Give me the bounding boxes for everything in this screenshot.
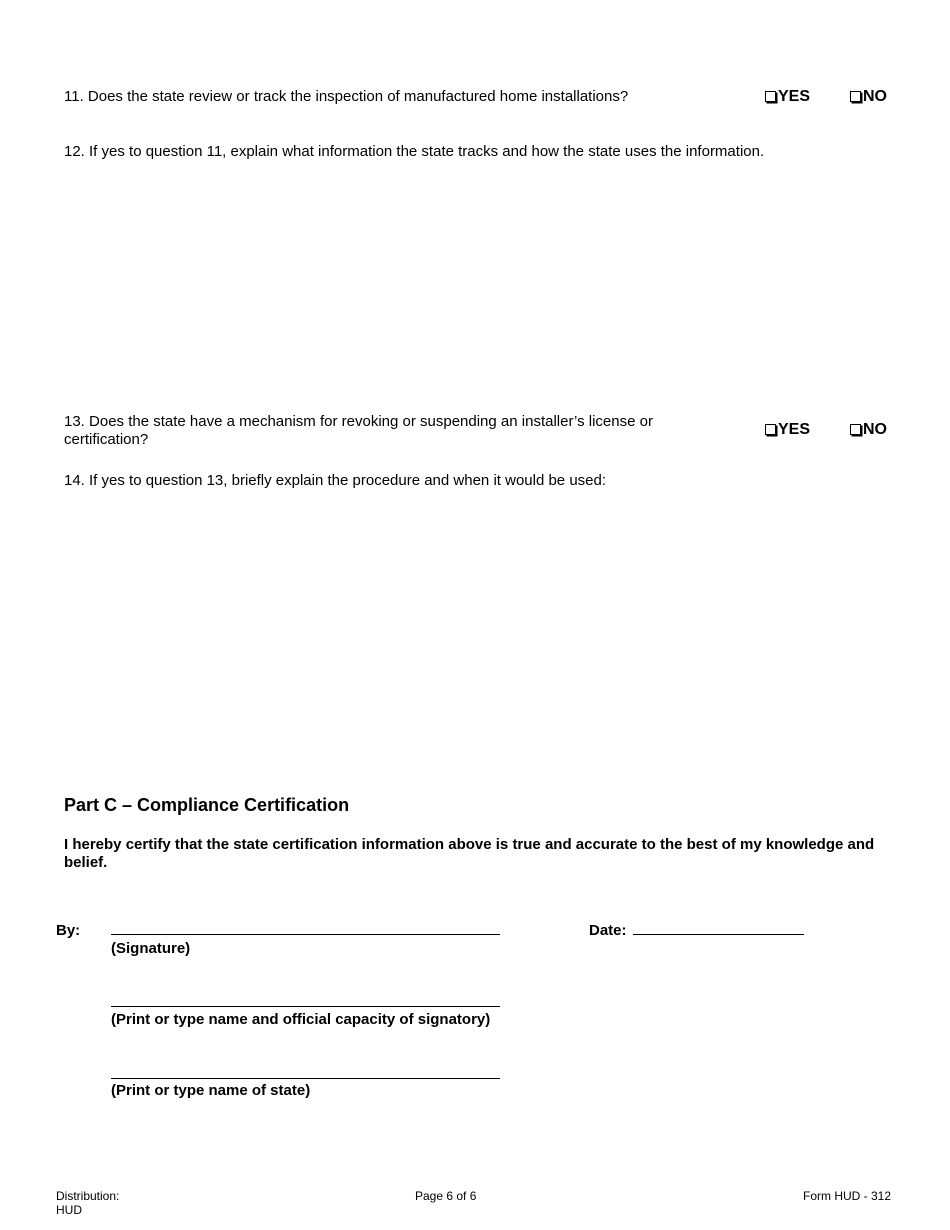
signature-caption: (Signature)	[111, 940, 191, 957]
question-13-yes-option[interactable]	[765, 421, 810, 439]
question-13-no-label: NO	[863, 421, 887, 438]
question-11-no-label: NO	[863, 88, 887, 105]
by-label: By:	[56, 922, 81, 939]
date-line[interactable]	[633, 934, 804, 935]
question-11-yes-label: YES	[778, 88, 811, 105]
part-c-heading: Part C – Compliance Certification	[64, 795, 350, 815]
signatory-name-line[interactable]	[111, 1006, 500, 1007]
footer-distribution	[56, 1189, 119, 1217]
no-checkbox-icon[interactable]	[850, 91, 861, 102]
distribution-value: HUD	[56, 1203, 82, 1217]
yes-checkbox-icon[interactable]	[765, 424, 776, 435]
question-14-text: 14. If yes to question 13, briefly explain the procedure and when it would be used:	[64, 472, 607, 489]
question-11-yes-option[interactable]	[765, 88, 810, 106]
question-14-answer-area[interactable]	[64, 500, 894, 770]
date-label: Date:	[589, 922, 627, 939]
form-id: Form HUD - 312	[803, 1189, 892, 1203]
question-11-no-option[interactable]	[850, 88, 887, 106]
state-name-caption: (Print or type name of state)	[111, 1082, 311, 1099]
signature-line[interactable]	[111, 934, 500, 935]
question-13-text: 13. Does the state have a mechanism for revoking or suspending an installer’s license or certification?	[64, 413, 653, 448]
no-checkbox-icon[interactable]	[850, 424, 861, 435]
question-12-answer-area[interactable]	[64, 170, 894, 400]
question-11-text: 11. Does the state review or track the inspection of manufactured home installations?	[64, 88, 629, 105]
yes-checkbox-icon[interactable]	[765, 91, 776, 102]
page-number: Page 6 of 6	[415, 1189, 477, 1203]
question-13-no-option[interactable]	[850, 421, 887, 439]
signatory-name-caption: (Print or type name and official capacity of signatory)	[111, 1011, 491, 1028]
distribution-label: Distribution:	[56, 1189, 120, 1203]
state-name-line[interactable]	[111, 1078, 500, 1079]
question-12-text: 12. If yes to question 11, explain what information the state tracks and how the state uses the information.	[64, 143, 765, 160]
question-13-yes-label: YES	[778, 421, 811, 438]
certification-statement: I hereby certify that the state certification information above is true and accurate to the best of my knowledge and belief.	[64, 836, 875, 871]
